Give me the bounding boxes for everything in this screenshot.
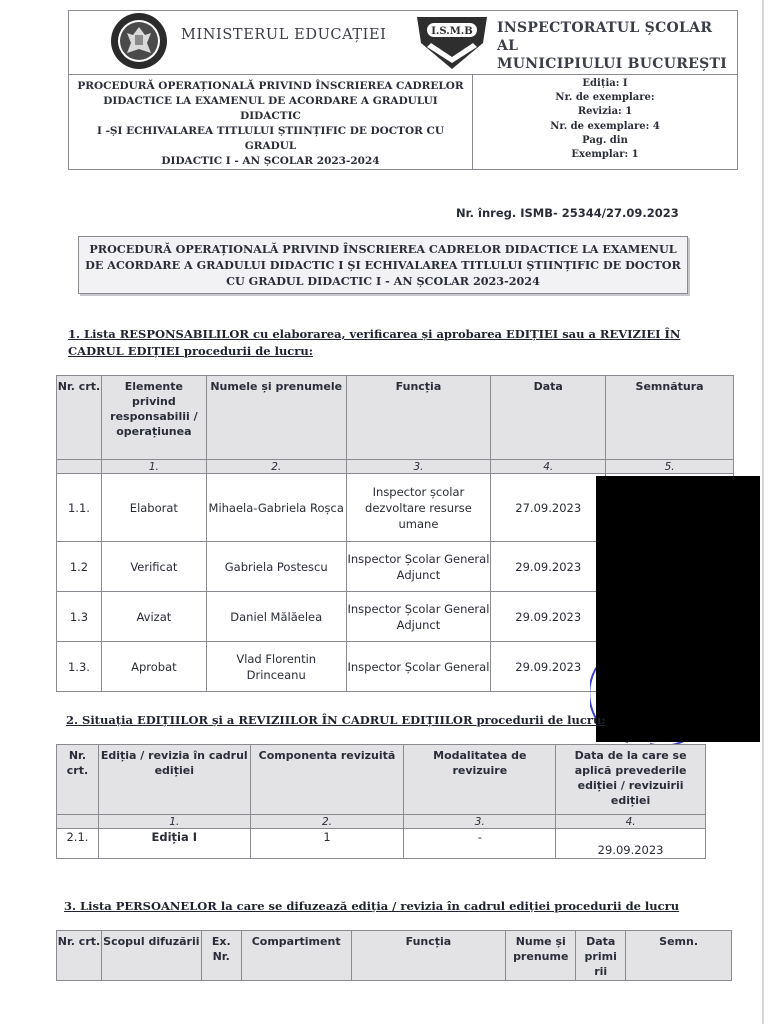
col-header: Ediția / revizia în cadrul ediției [98,745,250,815]
table-row [57,829,706,859]
date-cell: 29.09.2023 [491,592,606,642]
date-cell: 29.09.2023 [491,542,606,592]
procedure-line: DIDACTICE LA EXAMENUL DE ACORDARE A GRADULUI DIDACTIC [103,95,438,122]
function-cell: Inspector Școlar General Adjunct [346,542,491,592]
header-top-row [69,11,737,75]
operation-cell: Avizat [101,592,206,642]
copies-count-line: Nr. de exemplare: 4 [550,120,660,132]
edition-info [473,77,737,162]
col-number: 4. [491,460,606,474]
procedure-line: DIDACTIC I - AN ȘCOLAR 2023-2024 [161,155,380,167]
document-header [68,10,738,170]
col-header: Scopul difuzării [101,931,201,981]
procedure-title-header [69,75,473,170]
col-number: 5. [606,460,734,474]
col-number: 3. [346,460,491,474]
function-cell: Inspector Școlar General [346,642,491,692]
date-cell: 27.09.2023 [491,474,606,542]
section-3-title: 3. Lista PERSOANELOR la care se difuzează ediția / revizia în cadrul ediției procedurii de lucru [64,899,680,913]
col-number: 1. [98,815,250,829]
ministry-name: MINISTERUL EDUCAȚIEI [181,27,387,43]
table-header-row [57,931,732,981]
col-header: Funcția [346,376,491,460]
ministry-seal-icon [105,11,173,71]
col-header: Data [491,376,606,460]
column-number-row [57,460,734,474]
exemplar-line: Exemplar: 1 [571,149,639,161]
col-header: Numele și prenumele [206,376,346,460]
col-number [57,815,99,829]
col-number [57,460,102,474]
nr-cell: 1.3. [57,642,102,692]
col-header: Compartiment [241,931,351,981]
col-header: Semn. [626,931,732,981]
ismb-logo-text: I.S.M.B [431,26,473,37]
name-cell: Gabriela Postescu [206,542,346,592]
procedure-line: PROCEDURĂ OPERAȚIONALĂ PRIVIND ÎNSCRIEREA CADRELOR [77,80,464,92]
function-cell: Inspector școlar dezvoltare resurse umane [346,474,491,542]
col-header: Funcția [351,931,506,981]
title-line: CU GRADUL DIDACTIC I - AN ȘCOLAR 2023-2024 [226,274,540,288]
section-2-title: 2. Situația EDIȚIILOR și a REVIZIILOR ÎN CADRUL EDIȚIILOR procedurii de lucru: [66,713,606,727]
operation-cell: Elaborat [101,474,206,542]
document-title [78,236,688,294]
name-cell: Vlad Florentin Drinceanu [206,642,346,692]
name-cell: Daniel Mălăelea [206,592,346,642]
modality-cell: - [404,829,556,859]
column-number-row [57,815,706,829]
nr-cell: 2.1. [57,829,99,859]
section-1-title: 1. Lista RESPONSABILILOR cu elaborarea, verificarea și aprobarea EDIȚIEI sau a REVIZIEI ÎN CADRUL EDIȚIEI procedurii de lucru: [68,327,681,358]
inspectorate-name [497,19,737,73]
ismb-logo-icon [413,13,491,71]
col-header: Elemente privind responsabilii / operațiunea [101,376,206,460]
page-line: Pag. din [582,134,628,146]
col-number: 3. [404,815,556,829]
operation-cell: Verificat [101,542,206,592]
col-header: Semnătura [606,376,734,460]
col-header: Nume și prenume [506,931,576,981]
col-number: 4. [556,815,706,829]
nr-cell: 1.2 [57,542,102,592]
revision-line: Revizia: 1 [577,106,633,118]
table-header-row [57,745,706,815]
operation-cell: Aprobat [101,642,206,692]
col-number: 1. [101,460,206,474]
col-header: Nr. crt. [57,931,102,981]
date-cell: 29.09.2023 [556,829,706,859]
table-header-row [57,376,734,460]
inspectorate-line-2: MUNICIPIULUI BUCUREȘTI [497,56,728,72]
nr-cell: 1.1. [57,474,102,542]
date-cell: 29.09.2023 [491,642,606,692]
component-cell: 1 [250,829,404,859]
function-cell: Inspector Școlar General Adjunct [346,592,491,642]
header-bottom-row [69,75,737,170]
distribution-table [56,930,732,981]
col-header: Componenta revizuită [250,745,404,815]
col-header: Nr. crt. [57,745,99,815]
editions-table [56,744,706,859]
title-line: PROCEDURĂ OPERAȚIONALĂ PRIVIND ÎNSCRIEREA CADRELOR DIDACTICE LA EXAMENUL [89,242,677,256]
col-number: 2. [250,815,404,829]
edition-line: Ediția: I [582,78,628,89]
col-header: Modalitatea de revizuire [404,745,556,815]
inspectorate-line-1: INSPECTORATUL ȘCOLAR AL [497,20,713,54]
name-cell: Mihaela-Gabriela Roșca [206,474,346,542]
registration-number: Nr. înreg. ISMB- 25344/27.09.2023 [456,206,679,220]
col-number: 2. [206,460,346,474]
signature-redaction [596,476,760,742]
col-header: Ex. Nr. [201,931,241,981]
col-header: Data de la care se aplică prevederile ediției / revizuirii ediției [556,745,706,815]
nr-cell: 1.3 [57,592,102,642]
edition-cell: Ediția I [98,829,250,859]
page-edge [762,0,764,1024]
copies-line: Nr. de exemplare: [555,92,655,104]
col-header: Data primi rii [576,931,626,981]
procedure-line: I -ȘI ECHIVALAREA TITLULUI ȘTIINȚIFIC DE DOCTOR CU GRADUL [97,125,444,152]
col-header: Nr. crt. [57,376,102,460]
title-line: DE ACORDARE A GRADULUI DIDACTIC I ȘI ECHIVALAREA TITLULUI ȘTIINȚIFIC DE DOCTOR [85,258,681,272]
